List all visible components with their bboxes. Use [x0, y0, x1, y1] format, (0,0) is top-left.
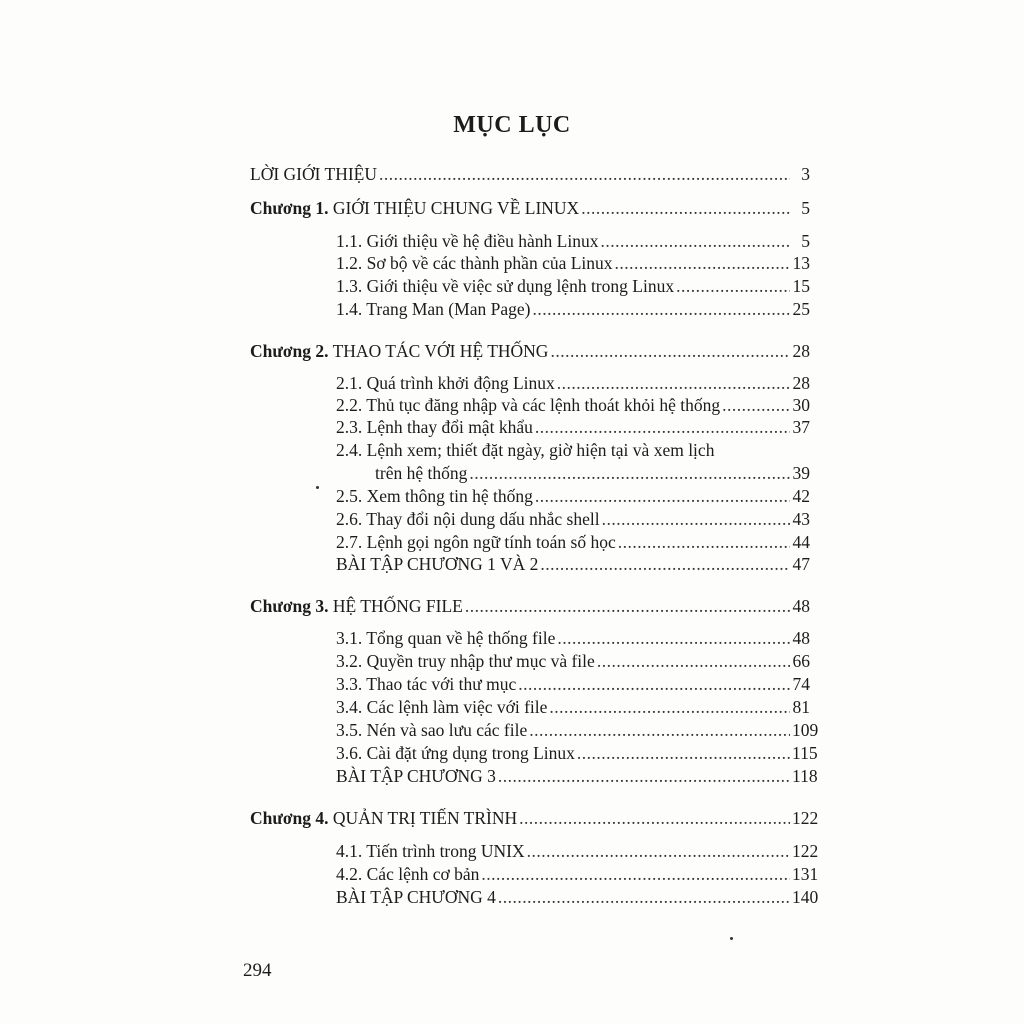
- toc-page-number: 48: [792, 628, 810, 648]
- toc-entry-label: BÀI TẬP CHƯƠNG 3: [336, 766, 496, 786]
- leader-dots: [498, 886, 790, 908]
- leader-dots: [618, 531, 790, 553]
- toc-entry-label: 2.2. Thủ tục đăng nhập và các lệnh thoát khỏi hệ thống: [336, 395, 721, 415]
- toc-section-3-5[interactable]: [336, 719, 819, 741]
- toc-entry-label: 2.1. Quá trình khởi động Linux: [336, 373, 555, 393]
- toc-section-2-2[interactable]: [336, 394, 810, 416]
- toc-entry-label: THAO TÁC VỚI HỆ THỐNG: [328, 341, 549, 361]
- toc-page-number: 140: [792, 887, 819, 907]
- toc-section-2-4[interactable]: [375, 462, 810, 484]
- toc-entry-label: 3.1. Tổng quan về hệ thống file: [336, 628, 556, 648]
- leader-dots: [529, 719, 790, 741]
- stray-mark: [316, 486, 319, 489]
- leader-dots: [532, 298, 790, 320]
- leader-dots: [676, 275, 790, 297]
- leader-dots: [540, 553, 790, 575]
- leader-dots: [550, 340, 790, 362]
- toc-entry-label: 1.1. Giới thiệu về hệ điều hành Linux: [336, 231, 599, 251]
- toc-page-number: 131: [792, 864, 819, 884]
- toc-section-2-3[interactable]: [336, 416, 810, 438]
- leader-dots: [379, 163, 790, 185]
- toc-entry-label: trên hệ thống: [375, 463, 468, 483]
- toc-page-number: 122: [792, 808, 819, 828]
- toc-section-2-4-line-1[interactable]: 2.4. Lệnh xem; thiết đặt ngày, giờ hiện tại và xem lịch: [336, 440, 715, 460]
- toc-section-2-7[interactable]: [336, 531, 810, 553]
- leader-dots: [519, 807, 790, 829]
- toc-page-number: 28: [792, 373, 810, 393]
- leader-dots: [549, 696, 790, 718]
- toc-page-number: 66: [792, 651, 810, 671]
- toc-entry-label: 1.3. Giới thiệu về việc sử dụng lệnh trong Linux: [336, 276, 675, 296]
- toc-page-number: 43: [792, 509, 810, 529]
- leader-dots: [615, 252, 790, 274]
- toc-entry-label: 3.3. Thao tác với thư mục: [336, 674, 517, 694]
- toc-section-2-1[interactable]: [336, 372, 810, 394]
- leader-dots: [577, 742, 790, 764]
- toc-entry-label: 1.2. Sơ bộ về các thành phần của Linux: [336, 253, 613, 273]
- toc-section-4-2[interactable]: [336, 863, 819, 885]
- leader-dots: [581, 197, 790, 219]
- toc-entry-label: BÀI TẬP CHƯƠNG 4: [336, 887, 496, 907]
- toc-section-3-6[interactable]: [336, 742, 818, 764]
- chapter-prefix: Chương 1.: [250, 198, 329, 218]
- leader-dots: [481, 863, 790, 885]
- toc-entry-label: GIỚI THIỆU CHUNG VỀ LINUX: [328, 198, 580, 218]
- page-number: 294: [243, 960, 272, 981]
- toc-entry-label: HỆ THỐNG FILE: [328, 596, 463, 616]
- toc-section-3-2[interactable]: [336, 650, 810, 672]
- leader-dots: [600, 230, 790, 252]
- toc-entry-label: 2.5. Xem thông tin hệ thống: [336, 486, 533, 506]
- toc-entry-label: 4.2. Các lệnh cơ bản: [336, 864, 480, 884]
- leader-dots: [597, 650, 790, 672]
- toc-section-3-4[interactable]: [336, 696, 810, 718]
- toc-page-number: 28: [792, 341, 810, 361]
- toc-entry-label: 2.3. Lệnh thay đổi mật khẩu: [336, 417, 533, 437]
- toc-page-number: 44: [792, 532, 810, 552]
- toc-page-number: 39: [792, 463, 810, 483]
- toc-page-number: 15: [792, 276, 810, 296]
- leader-dots: [518, 673, 790, 695]
- toc-entry-label: 3.6. Cài đặt ứng dụng trong Linux: [336, 743, 575, 763]
- leader-dots: [469, 462, 790, 484]
- toc-entry-label: QUẢN TRỊ TIẾN TRÌNH: [328, 808, 518, 828]
- toc-section-1-4[interactable]: [336, 298, 810, 320]
- stray-mark: [730, 937, 733, 940]
- toc-page-number: 109: [792, 720, 819, 740]
- toc-page-number: 122: [792, 841, 819, 861]
- toc-page-number: 42: [792, 486, 810, 506]
- leader-dots: [557, 372, 790, 394]
- toc-page-number: 47: [792, 554, 810, 574]
- toc-section-1-1[interactable]: [336, 230, 810, 252]
- leader-dots: [527, 840, 790, 862]
- toc-page-number: 5: [801, 198, 810, 218]
- leader-dots: [722, 394, 790, 416]
- chapter-prefix: Chương 2.: [250, 341, 329, 361]
- leader-dots: [535, 416, 790, 438]
- toc-page-number: 48: [792, 596, 810, 616]
- toc-section-2-6[interactable]: [336, 508, 810, 530]
- toc-section-1-2[interactable]: [336, 252, 810, 274]
- toc-page-number: 3: [801, 164, 810, 184]
- toc-chapter-4[interactable]: [250, 807, 819, 829]
- toc-page-number: 30: [792, 395, 810, 415]
- toc-entry-label: 2.7. Lệnh gọi ngôn ngữ tính toán số học: [336, 532, 616, 552]
- leader-dots: [498, 765, 790, 787]
- toc-exercises-4[interactable]: [336, 886, 819, 908]
- toc-entry-label: 1.4. Trang Man (Man Page): [336, 299, 531, 319]
- leader-dots: [535, 485, 790, 507]
- toc-exercises-1-2[interactable]: [336, 553, 810, 575]
- toc-entry-label: 3.5. Nén và sao lưu các file: [336, 720, 528, 740]
- toc-page-number: 25: [792, 299, 810, 319]
- toc-section-4-1[interactable]: [336, 840, 819, 862]
- toc-entry-label: LỜI GIỚI THIỆU: [250, 164, 378, 184]
- toc-section-3-1[interactable]: [336, 627, 810, 649]
- toc-entry-intro[interactable]: [250, 163, 810, 185]
- toc-exercises-3[interactable]: [336, 765, 818, 787]
- toc-entry-label: 2.6. Thay đổi nội dung dấu nhắc shell: [336, 509, 600, 529]
- toc-entry-label: 3.2. Quyền truy nhập thư mục và file: [336, 651, 595, 671]
- toc-section-3-3[interactable]: [336, 673, 810, 695]
- leader-dots: [557, 627, 790, 649]
- leader-dots: [602, 508, 790, 530]
- toc-chapter-1[interactable]: [250, 197, 810, 219]
- toc-page-number: 13: [792, 253, 810, 273]
- page-title: MỤC LỤC: [453, 112, 571, 138]
- toc-page-number: 37: [792, 417, 810, 437]
- leader-dots: [465, 595, 790, 617]
- toc-section-1-3[interactable]: [336, 275, 810, 297]
- toc-section-2-5[interactable]: [336, 485, 810, 507]
- toc-chapter-3[interactable]: [250, 595, 810, 617]
- toc-page-number: 115: [792, 743, 818, 763]
- chapter-prefix: Chương 4.: [250, 808, 329, 828]
- toc-page-number: 81: [792, 697, 810, 717]
- toc-entry-label: 4.1. Tiến trình trong UNIX: [336, 841, 525, 861]
- toc-chapter-2[interactable]: [250, 340, 810, 362]
- toc-entry-label: BÀI TẬP CHƯƠNG 1 VÀ 2: [336, 554, 539, 574]
- chapter-prefix: Chương 3.: [250, 596, 329, 616]
- toc-entry-label: 3.4. Các lệnh làm việc với file: [336, 697, 548, 717]
- toc-page-number: 118: [792, 766, 818, 786]
- toc-page-number: 5: [801, 231, 810, 251]
- toc-page-number: 74: [792, 674, 810, 694]
